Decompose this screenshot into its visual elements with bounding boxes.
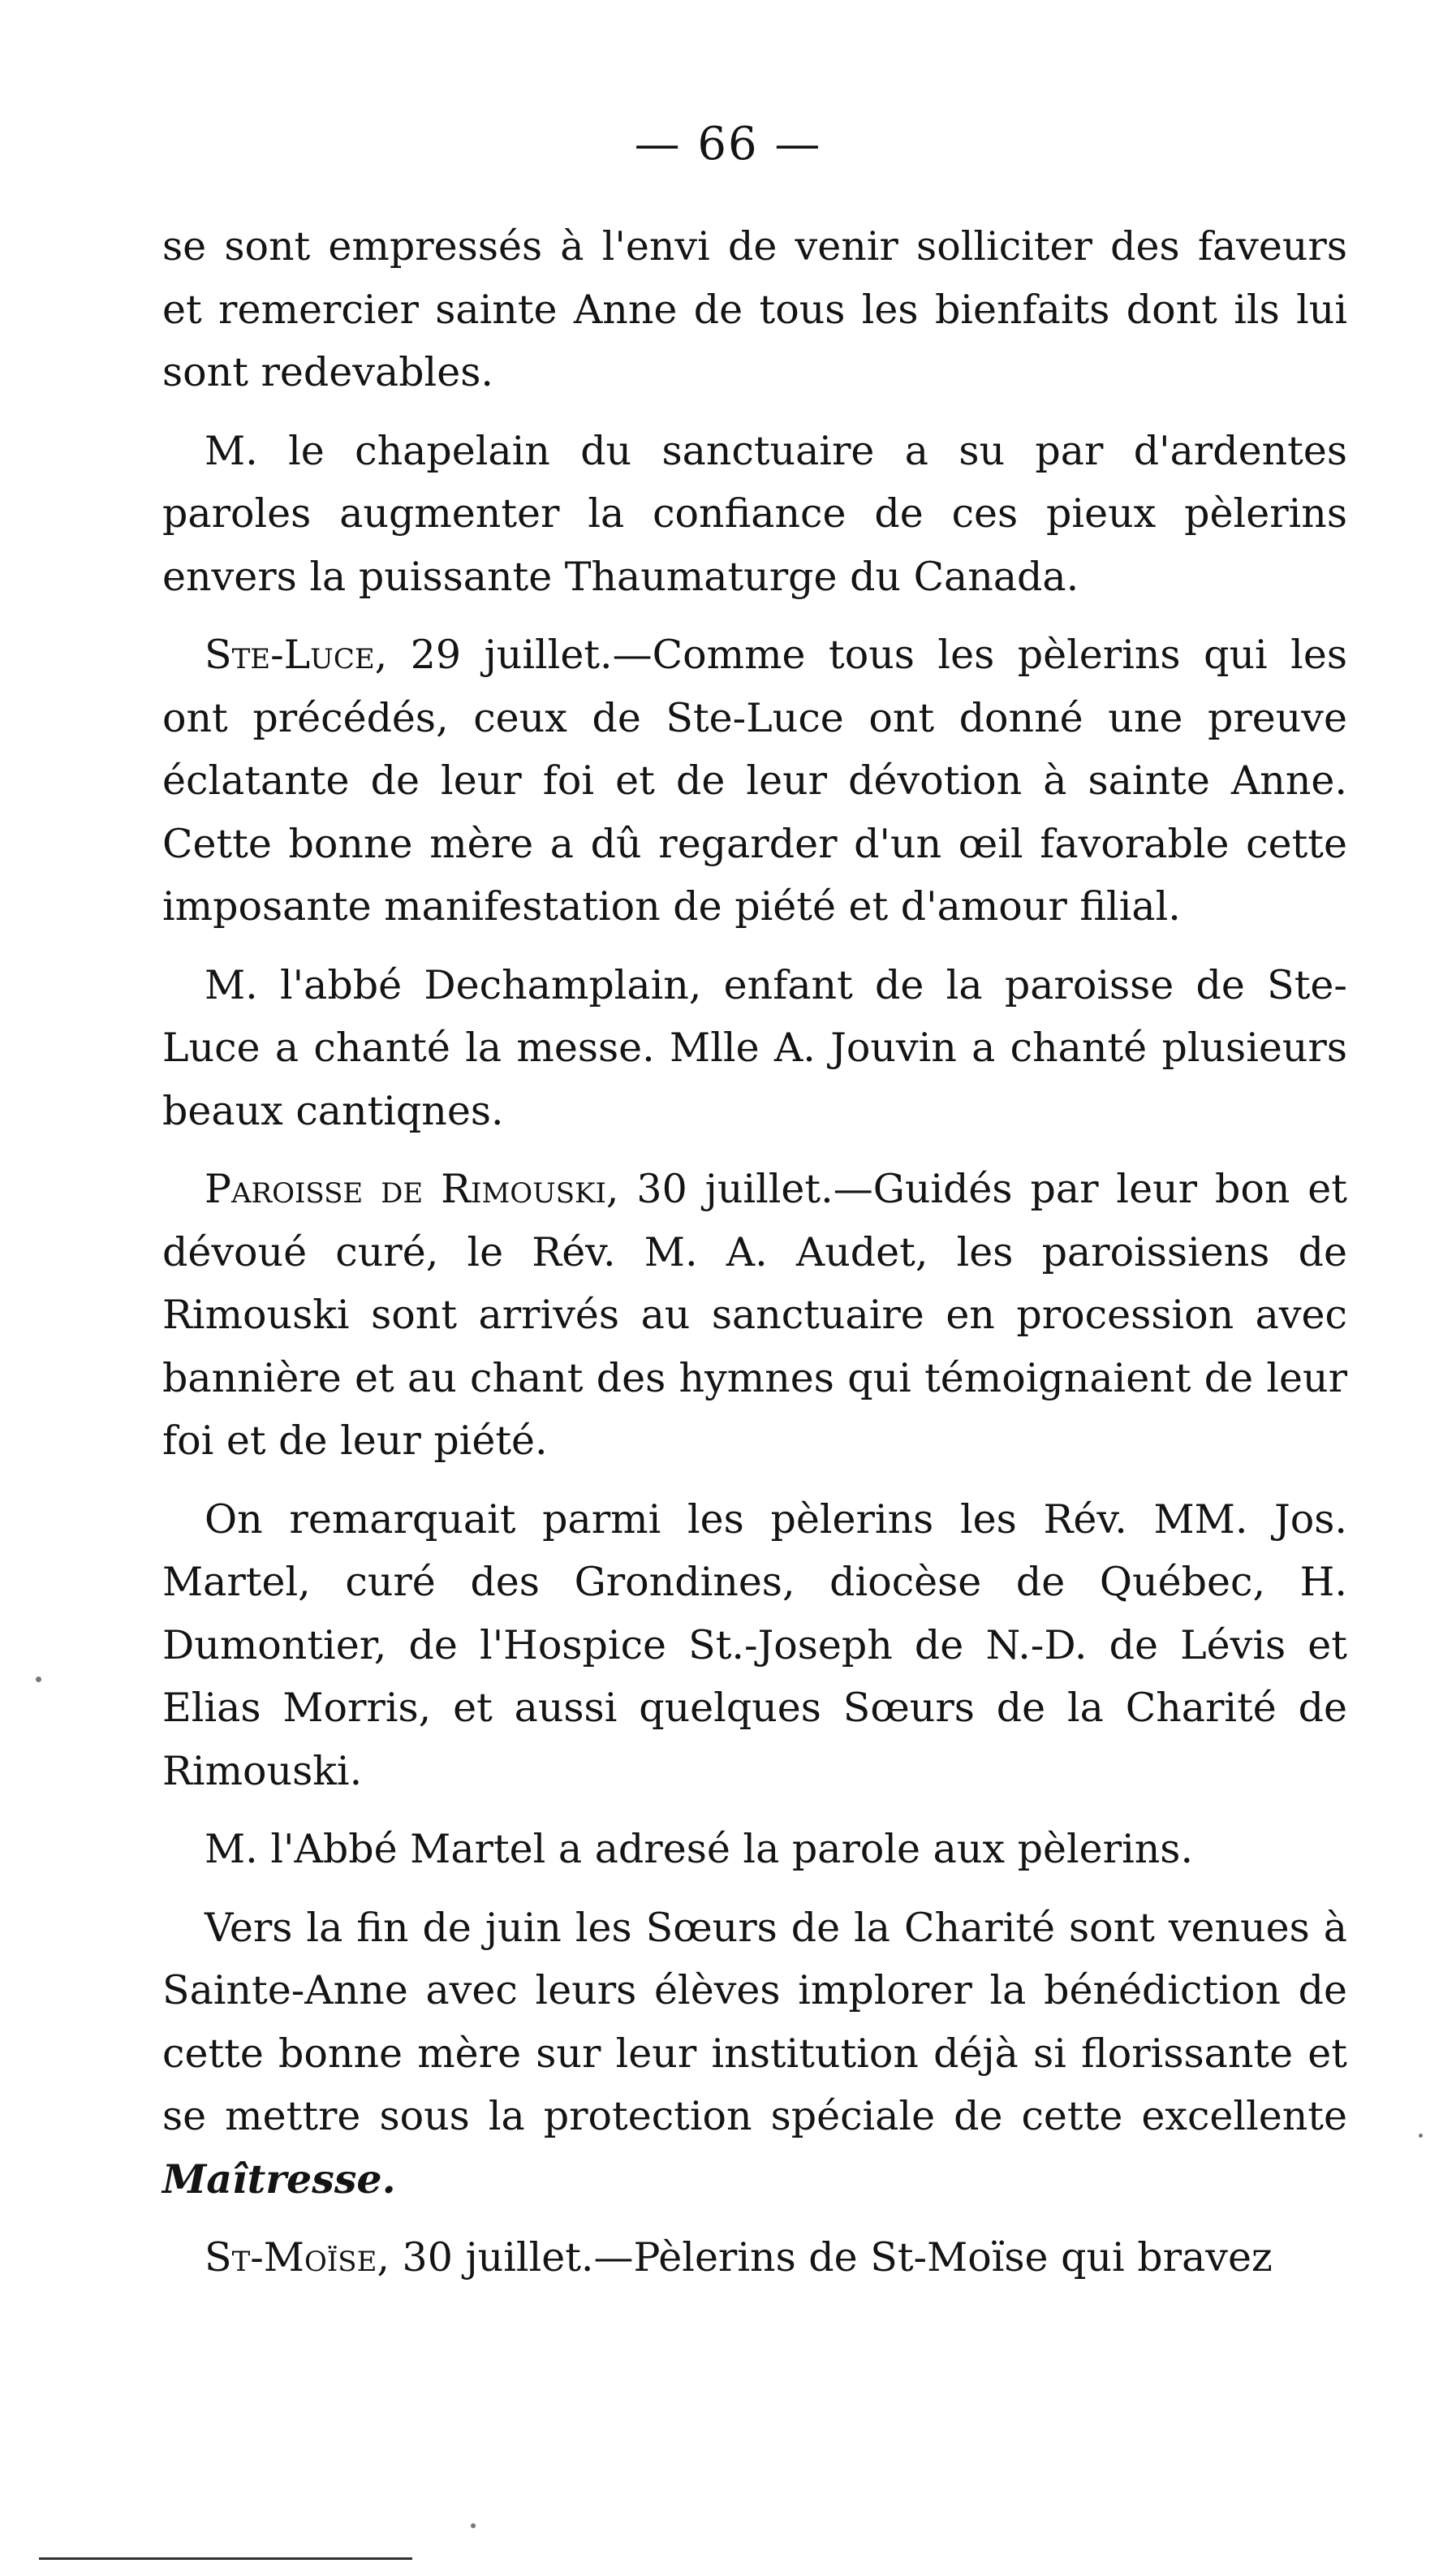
emphasized-word: Maîtresse. [162, 2155, 396, 2203]
bottom-rule [39, 2557, 412, 2560]
paragraph-text: 30 juillet.—Guidés par leur bon et dévoué curé, le Rév. M. A. Audet, les paroissiens de Rimouski sont arrivés au sanctuaire en procession avec bannière et au chant des hymnes qui témoignaient de leur foi et de leur piété. [162, 1166, 1347, 1464]
paragraph-7 [162, 1818, 1347, 1881]
paragraph-4 [162, 954, 1347, 1143]
paragraph-text: Vers la fin de juin les Sœurs de la Charité sont venues à Sainte-Anne avec leurs élèves implorer la bénédiction de cette bonne mère sur leur institution déjà si florissante et se mettre sous la protection spéciale de cette excellente [162, 1904, 1347, 2139]
scan-speck [36, 1677, 41, 1682]
paragraph-5 [162, 1158, 1347, 1473]
place-heading: Ste-Luce, [205, 632, 388, 678]
paragraph-9 [162, 2226, 1347, 2289]
paragraph-text: M. l'abbé Dechamplain, enfant de la paroisse de Ste-Luce a chanté la messe. Mlle A. Jouvin a chanté plusieurs beaux cantiqnes. [162, 961, 1347, 1134]
paragraph-2 [162, 420, 1347, 609]
paragraph-3 [162, 624, 1347, 939]
paragraph-1 [162, 215, 1347, 404]
page-number: — 66 — [634, 118, 822, 170]
paragraph-text: 30 juillet.—Pèlerins de St-Moïse qui bravez [389, 2234, 1273, 2281]
paragraph-8 [162, 1897, 1347, 2212]
scan-speck [471, 2523, 476, 2528]
paragraph-text: M. l'Abbé Martel a adresé la parole aux pèlerins. [205, 1826, 1194, 1872]
paragraph-text: On remarquait parmi les pèlerins les Rév. MM. Jos. Martel, curé des Grondines, diocèse de Québec, H. Dumontier, de l'Hospice St.-Joseph de N.-D. de Lévis et Elias Morris, et aussi quelques Sœurs de la Charité de Rimouski. [162, 1495, 1347, 1794]
paragraph-text: se sont empressés à l'envi de venir solliciter des faveurs et remercier sainte Anne de tous les bienfaits dont ils lui sont redevables. [162, 223, 1347, 395]
scan-speck [1419, 2134, 1423, 2138]
paragraph-text: M. le chapelain du sanctuaire a su par d'ardentes paroles augmenter la confiance de ces pieux pèlerins envers la puissante Thaumaturge du Canada. [162, 427, 1347, 600]
place-heading: Paroisse de Rimouski, [205, 1166, 619, 1212]
paragraph-6 [162, 1488, 1347, 1803]
paragraph-text: 29 juillet.—Comme tous les pèlerins qui les ont précédés, ceux de Ste-Luce ont donné une preuve éclatante de leur foi et de leur dévotion à sainte Anne. Cette bonne mère a dû regarder d'un œil favorable cette imposante manifestation de piété et d'amour filial. [162, 632, 1347, 930]
document-body [162, 215, 1347, 2305]
place-heading: St-Moïse, [205, 2234, 390, 2281]
